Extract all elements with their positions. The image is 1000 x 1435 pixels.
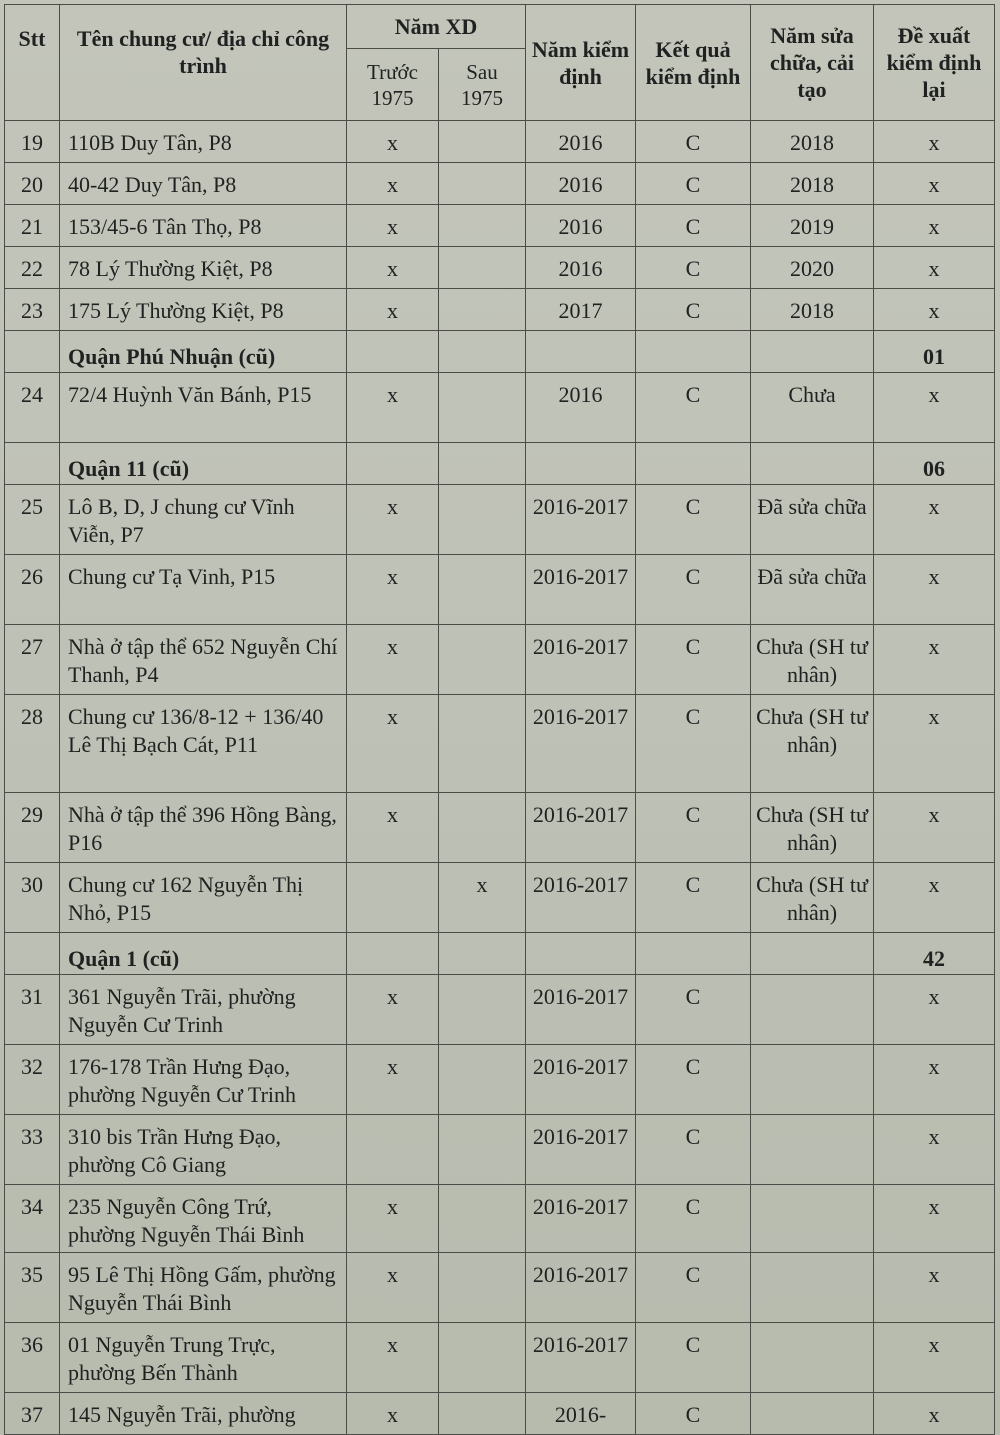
table-header	[5, 5, 995, 121]
built-before-1975-cell: x	[347, 373, 439, 443]
built-before-1975-cell: x	[347, 1253, 439, 1323]
inspection-result-cell: C	[636, 695, 751, 793]
repair-year-cell	[751, 1045, 874, 1115]
group-empty-cell	[751, 933, 874, 975]
inspection-result-cell: C	[636, 863, 751, 933]
built-after-1975-cell	[439, 289, 526, 331]
building-name-cell: Chung cư Tạ Vinh, P15	[60, 555, 347, 625]
inspection-result-cell: C	[636, 121, 751, 163]
built-before-1975-cell: x	[347, 1393, 439, 1435]
stt-cell: 33	[5, 1115, 60, 1185]
district-name: Quận Phú Nhuận (cũ)	[60, 331, 347, 373]
repair-year-cell: Chưa (SH tư nhân)	[751, 625, 874, 695]
inspection-year-cell: 2016	[526, 205, 636, 247]
district-name: Quận 11 (cũ)	[60, 443, 347, 485]
table-row	[5, 373, 995, 443]
building-name-cell: 176-178 Trần Hưng Đạo, phường Nguyễn Cư Trinh	[60, 1045, 347, 1115]
inspection-result-cell: C	[636, 1323, 751, 1393]
built-after-1975-cell	[439, 1045, 526, 1115]
building-name-cell: 72/4 Huỳnh Văn Bánh, P15	[60, 373, 347, 443]
stt-cell: 37	[5, 1393, 60, 1435]
repair-year-cell: Chưa (SH tư nhân)	[751, 695, 874, 793]
reinspection-cell: x	[874, 1045, 995, 1115]
inspection-year-cell: 2016-2017	[526, 1253, 636, 1323]
built-before-1975-cell: x	[347, 1323, 439, 1393]
built-after-1975-cell	[439, 1115, 526, 1185]
repair-year-cell: 2018	[751, 163, 874, 205]
building-name-cell: 78 Lý Thường Kiệt, P8	[60, 247, 347, 289]
building-name-cell: Nhà ở tập thể 396 Hồng Bàng, P16	[60, 793, 347, 863]
header-truoc-1975: Trước 1975	[347, 49, 439, 121]
built-before-1975-cell: x	[347, 1045, 439, 1115]
group-empty-cell	[751, 443, 874, 485]
inspection-result-cell: C	[636, 1393, 751, 1435]
inspection-result-cell: C	[636, 1115, 751, 1185]
repair-year-cell: Đã sửa chữa	[751, 485, 874, 555]
group-empty-cell	[439, 443, 526, 485]
reinspection-cell: x	[874, 1323, 995, 1393]
inspection-year-cell: 2017	[526, 289, 636, 331]
repair-year-cell	[751, 1115, 874, 1185]
built-after-1975-cell	[439, 555, 526, 625]
built-after-1975-cell	[439, 1253, 526, 1323]
reinspection-cell: x	[874, 975, 995, 1045]
group-empty-cell	[347, 443, 439, 485]
inspection-year-cell: 2016-2017	[526, 1115, 636, 1185]
group-empty-cell	[636, 443, 751, 485]
reinspection-cell: x	[874, 1393, 995, 1435]
reinspection-cell: x	[874, 1185, 995, 1253]
inspection-year-cell: 2016-2017	[526, 1045, 636, 1115]
repair-year-cell: Chưa (SH tư nhân)	[751, 863, 874, 933]
inspection-result-cell: C	[636, 555, 751, 625]
building-name-cell: 110B Duy Tân, P8	[60, 121, 347, 163]
inspection-year-cell: 2016	[526, 121, 636, 163]
building-name-cell: 361 Nguyễn Trãi, phường Nguyễn Cư Trinh	[60, 975, 347, 1045]
table-row	[5, 555, 995, 625]
group-empty-cell	[636, 331, 751, 373]
group-empty-cell	[5, 331, 60, 373]
building-name-cell: Nhà ở tập thể 652 Nguyễn Chí Thanh, P4	[60, 625, 347, 695]
table-row	[5, 205, 995, 247]
building-name-cell: 175 Lý Thường Kiệt, P8	[60, 289, 347, 331]
group-empty-cell	[751, 331, 874, 373]
reinspection-cell: x	[874, 121, 995, 163]
district-group-row	[5, 443, 995, 485]
table-row	[5, 1115, 995, 1185]
built-before-1975-cell: x	[347, 289, 439, 331]
table-row	[5, 1045, 995, 1115]
group-empty-cell	[526, 933, 636, 975]
inspection-year-cell: 2016-2017	[526, 555, 636, 625]
district-group-row	[5, 933, 995, 975]
stt-cell: 27	[5, 625, 60, 695]
built-before-1975-cell: x	[347, 555, 439, 625]
reinspection-cell: x	[874, 695, 995, 793]
table-row	[5, 793, 995, 863]
stt-cell: 20	[5, 163, 60, 205]
reinspection-cell: x	[874, 373, 995, 443]
header-stt: Stt	[5, 5, 60, 121]
stt-cell: 29	[5, 793, 60, 863]
built-before-1975-cell: x	[347, 625, 439, 695]
reinspection-cell: x	[874, 863, 995, 933]
repair-year-cell	[751, 1185, 874, 1253]
built-before-1975-cell: x	[347, 975, 439, 1045]
header-nam-sua: Năm sửa chữa, cải tạo	[751, 5, 874, 121]
district-count: 06	[874, 443, 995, 485]
built-before-1975-cell	[347, 1115, 439, 1185]
reinspection-cell: x	[874, 625, 995, 695]
table-row	[5, 1253, 995, 1323]
inspection-result-cell: C	[636, 163, 751, 205]
table-row	[5, 485, 995, 555]
built-after-1975-cell	[439, 205, 526, 247]
stt-cell: 35	[5, 1253, 60, 1323]
reinspection-cell: x	[874, 1253, 995, 1323]
inspection-result-cell: C	[636, 1253, 751, 1323]
repair-year-cell: 2020	[751, 247, 874, 289]
built-after-1975-cell	[439, 373, 526, 443]
built-before-1975-cell: x	[347, 247, 439, 289]
reinspection-cell: x	[874, 247, 995, 289]
group-empty-cell	[526, 443, 636, 485]
built-before-1975-cell: x	[347, 205, 439, 247]
building-name-cell: 40-42 Duy Tân, P8	[60, 163, 347, 205]
stt-cell: 23	[5, 289, 60, 331]
reinspection-cell: x	[874, 163, 995, 205]
inspection-result-cell: C	[636, 485, 751, 555]
stt-cell: 25	[5, 485, 60, 555]
stt-cell: 22	[5, 247, 60, 289]
header-name: Tên chung cư/ địa chỉ công trình	[60, 5, 347, 121]
built-after-1975-cell	[439, 625, 526, 695]
group-empty-cell	[5, 443, 60, 485]
table-row	[5, 163, 995, 205]
inspection-result-cell: C	[636, 793, 751, 863]
inspection-result-cell: C	[636, 373, 751, 443]
inspection-year-cell: 2016-	[526, 1393, 636, 1435]
header-de-xuat: Đề xuất kiểm định lại	[874, 5, 995, 121]
inspection-year-cell: 2016-2017	[526, 485, 636, 555]
stt-cell: 24	[5, 373, 60, 443]
inspection-year-cell: 2016-2017	[526, 863, 636, 933]
table-row	[5, 1323, 995, 1393]
inspection-result-cell: C	[636, 625, 751, 695]
repair-year-cell: Chưa	[751, 373, 874, 443]
reinspection-cell: x	[874, 555, 995, 625]
built-after-1975-cell	[439, 1185, 526, 1253]
group-empty-cell	[347, 331, 439, 373]
inspection-result-cell: C	[636, 975, 751, 1045]
table-row	[5, 863, 995, 933]
built-after-1975-cell	[439, 121, 526, 163]
table-row	[5, 1185, 995, 1253]
built-before-1975-cell: x	[347, 1185, 439, 1253]
built-after-1975-cell	[439, 247, 526, 289]
building-name-cell: 235 Nguyễn Công Trứ, phường Nguyễn Thái Bình	[60, 1185, 347, 1253]
table-row	[5, 975, 995, 1045]
district-count: 01	[874, 331, 995, 373]
reinspection-cell: x	[874, 793, 995, 863]
inspection-result-cell: C	[636, 1185, 751, 1253]
reinspection-cell: x	[874, 289, 995, 331]
inspection-year-cell: 2016	[526, 373, 636, 443]
group-empty-cell	[439, 331, 526, 373]
table-row	[5, 247, 995, 289]
stt-cell: 19	[5, 121, 60, 163]
built-after-1975-cell: x	[439, 863, 526, 933]
stt-cell: 28	[5, 695, 60, 793]
repair-year-cell: 2018	[751, 121, 874, 163]
building-name-cell: Chung cư 136/8-12 + 136/40 Lê Thị Bạch Cát, P11	[60, 695, 347, 793]
built-before-1975-cell: x	[347, 121, 439, 163]
repair-year-cell: Đã sửa chữa	[751, 555, 874, 625]
table-row	[5, 695, 995, 793]
apartment-inspection-table	[4, 4, 995, 1435]
group-empty-cell	[347, 933, 439, 975]
group-empty-cell	[439, 933, 526, 975]
building-name-cell: 01 Nguyễn Trung Trực, phường Bến Thành	[60, 1323, 347, 1393]
building-name-cell: 145 Nguyễn Trãi, phường	[60, 1393, 347, 1435]
inspection-year-cell: 2016	[526, 247, 636, 289]
reinspection-cell: x	[874, 1115, 995, 1185]
stt-cell: 26	[5, 555, 60, 625]
table-row	[5, 121, 995, 163]
built-before-1975-cell: x	[347, 485, 439, 555]
inspection-year-cell: 2016-2017	[526, 1185, 636, 1253]
reinspection-cell: x	[874, 205, 995, 247]
stt-cell: 34	[5, 1185, 60, 1253]
inspection-year-cell: 2016-2017	[526, 625, 636, 695]
district-group-row	[5, 331, 995, 373]
building-name-cell: Lô B, D, J chung cư Vĩnh Viễn, P7	[60, 485, 347, 555]
repair-year-cell: 2019	[751, 205, 874, 247]
built-before-1975-cell	[347, 863, 439, 933]
built-after-1975-cell	[439, 1393, 526, 1435]
inspection-year-cell: 2016-2017	[526, 1323, 636, 1393]
built-before-1975-cell: x	[347, 163, 439, 205]
group-empty-cell	[5, 933, 60, 975]
table-row	[5, 625, 995, 695]
repair-year-cell: Chưa (SH tư nhân)	[751, 793, 874, 863]
stt-cell: 32	[5, 1045, 60, 1115]
district-count: 42	[874, 933, 995, 975]
inspection-result-cell: C	[636, 247, 751, 289]
inspection-year-cell: 2016-2017	[526, 975, 636, 1045]
built-before-1975-cell: x	[347, 793, 439, 863]
group-empty-cell	[526, 331, 636, 373]
header-nam-kiem-dinh: Năm kiểm định	[526, 5, 636, 121]
building-name-cell: 310 bis Trần Hưng Đạo, phường Cô Giang	[60, 1115, 347, 1185]
repair-year-cell	[751, 1253, 874, 1323]
building-name-cell: 95 Lê Thị Hồng Gấm, phường Nguyễn Thái Bình	[60, 1253, 347, 1323]
inspection-result-cell: C	[636, 1045, 751, 1115]
inspection-year-cell: 2016-2017	[526, 793, 636, 863]
building-name-cell: 153/45-6 Tân Thọ, P8	[60, 205, 347, 247]
repair-year-cell	[751, 975, 874, 1045]
stt-cell: 21	[5, 205, 60, 247]
inspection-year-cell: 2016-2017	[526, 695, 636, 793]
group-empty-cell	[636, 933, 751, 975]
inspection-year-cell: 2016	[526, 163, 636, 205]
stt-cell: 31	[5, 975, 60, 1045]
built-after-1975-cell	[439, 793, 526, 863]
built-after-1975-cell	[439, 163, 526, 205]
built-after-1975-cell	[439, 695, 526, 793]
built-after-1975-cell	[439, 485, 526, 555]
inspection-result-cell: C	[636, 289, 751, 331]
repair-year-cell	[751, 1393, 874, 1435]
stt-cell: 30	[5, 863, 60, 933]
reinspection-cell: x	[874, 485, 995, 555]
built-before-1975-cell: x	[347, 695, 439, 793]
repair-year-cell: 2018	[751, 289, 874, 331]
stt-cell: 36	[5, 1323, 60, 1393]
built-after-1975-cell	[439, 1323, 526, 1393]
header-nam-xd: Năm XD	[347, 5, 526, 49]
table-row	[5, 1393, 995, 1435]
header-sau-1975: Sau 1975	[439, 49, 526, 121]
district-name: Quận 1 (cũ)	[60, 933, 347, 975]
table-body	[5, 121, 995, 1435]
table-row	[5, 289, 995, 331]
built-after-1975-cell	[439, 975, 526, 1045]
repair-year-cell	[751, 1323, 874, 1393]
header-ket-qua: Kết quả kiểm định	[636, 5, 751, 121]
inspection-result-cell: C	[636, 205, 751, 247]
building-name-cell: Chung cư 162 Nguyễn Thị Nhỏ, P15	[60, 863, 347, 933]
